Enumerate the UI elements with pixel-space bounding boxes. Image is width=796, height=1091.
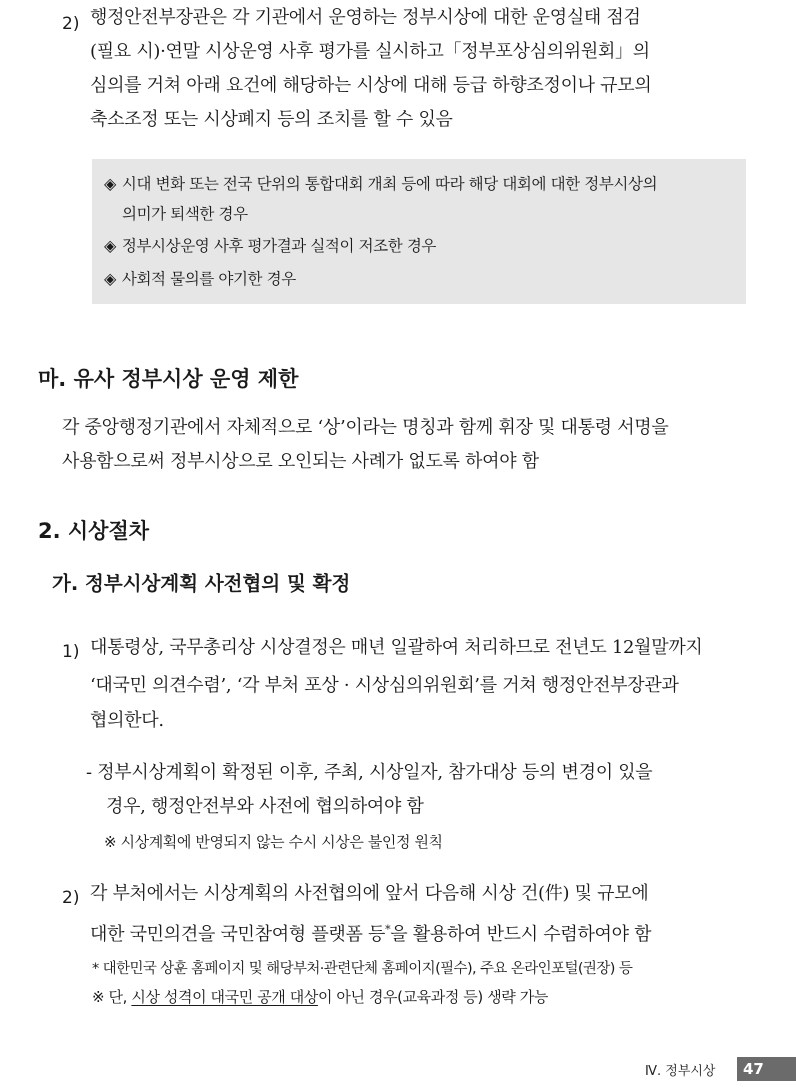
criteria-text: 시대 변화 또는 전국 단위의 통합대회 개최 등에 따라 해당 대회에 대한 정부시상의 <box>121 175 658 193</box>
paragraph-line: ‘대국민 의견수렴’, ‘각 부처 포상 · 시상심의위원회’를 거쳐 행정안전부장관과 <box>90 675 679 696</box>
criteria-item <box>104 167 657 201</box>
paragraph-line: (필요 시)·연말 시상운영 사후 평가를 실시하고「정부포상심의위원회」의 <box>90 41 650 62</box>
item-number: 2) <box>62 14 80 34</box>
item-number: 1) <box>62 642 80 662</box>
diamond-bullet-icon: ◈ <box>104 174 116 193</box>
paragraph-line: 심의를 거쳐 아래 요건에 해당하는 시상에 대해 등급 하향조정이나 규모의 <box>90 75 652 96</box>
reference-note <box>92 986 548 1007</box>
section-heading: 마. 유사 정부시상 운영 제한 <box>38 367 299 391</box>
criteria-item <box>104 229 436 263</box>
criteria-item-continuation: 의미가 퇴색한 경우 <box>122 205 248 223</box>
paragraph-line: 행정안전부장관은 각 기관에서 운영하는 정부시상에 대한 운영실태 점검 <box>90 7 641 28</box>
footnote-marker: * <box>385 923 391 936</box>
item-number: 2) <box>62 888 80 908</box>
footnote: * 대한민국 상훈 홈페이지 및 해당부처·관련단체 홈페이지(필수), 주요 온라인포털(권장) 등 <box>92 961 633 977</box>
criteria-text: 사회적 물의를 야기한 경우 <box>121 270 296 288</box>
diamond-bullet-icon: ◈ <box>104 236 116 255</box>
paragraph-line: 협의한다. <box>90 710 164 731</box>
underlined-text: 시상 성격이 대국민 공개 대상 <box>131 988 318 1006</box>
section-heading: 2. 시상절차 <box>38 519 150 543</box>
text-segment: 을 활용하여 반드시 수렴하여야 함 <box>390 924 652 945</box>
paragraph-line: 대통령상, 국무총리상 시상결정은 매년 일괄하여 처리하므로 전년도 12월말까지 <box>90 637 703 658</box>
page-number: 47 <box>737 1057 796 1081</box>
paragraph-line: 사용함으로써 정부시상으로 오인되는 사례가 없도록 하여야 함 <box>62 451 539 472</box>
diamond-bullet-icon: ◈ <box>104 269 116 288</box>
paragraph-line: 축소조정 또는 시상폐지 등의 조치를 할 수 있음 <box>90 109 453 130</box>
paragraph-line <box>90 912 651 953</box>
text-segment: 대한 국민의견을 국민참여형 플랫폼 등 <box>90 924 386 945</box>
dash-item-line: - 정부시상계획이 확정된 이후, 주최, 시상일자, 참가대상 등의 변경이 있을 <box>86 762 653 783</box>
reference-note: ※ 시상계획에 반영되지 않는 수시 시상은 불인정 원칙 <box>104 833 443 851</box>
criteria-item <box>104 262 296 296</box>
note-suffix: 이 아닌 경우(교육과정 등) 생략 가능 <box>317 988 548 1006</box>
note-prefix: ※ 단, <box>92 988 132 1006</box>
subsection-heading: 가. 정부시상계획 사전협의 및 확정 <box>52 572 351 595</box>
criteria-text: 정부시상운영 사후 평가결과 실적이 저조한 경우 <box>121 237 437 255</box>
paragraph-line: 각 중앙행정기관에서 자체적으로 ‘상’이라는 명칭과 함께 휘장 및 대통령 서명을 <box>62 417 669 438</box>
footer-section-label: Ⅳ. 정부시상 <box>645 1064 716 1079</box>
dash-item-line: 경우, 행정안전부와 사전에 협의하여야 함 <box>106 796 424 817</box>
paragraph-line: 각 부처에서는 시상계획의 사전협의에 앞서 다음해 시상 건(件) 및 규모에 <box>90 883 649 904</box>
